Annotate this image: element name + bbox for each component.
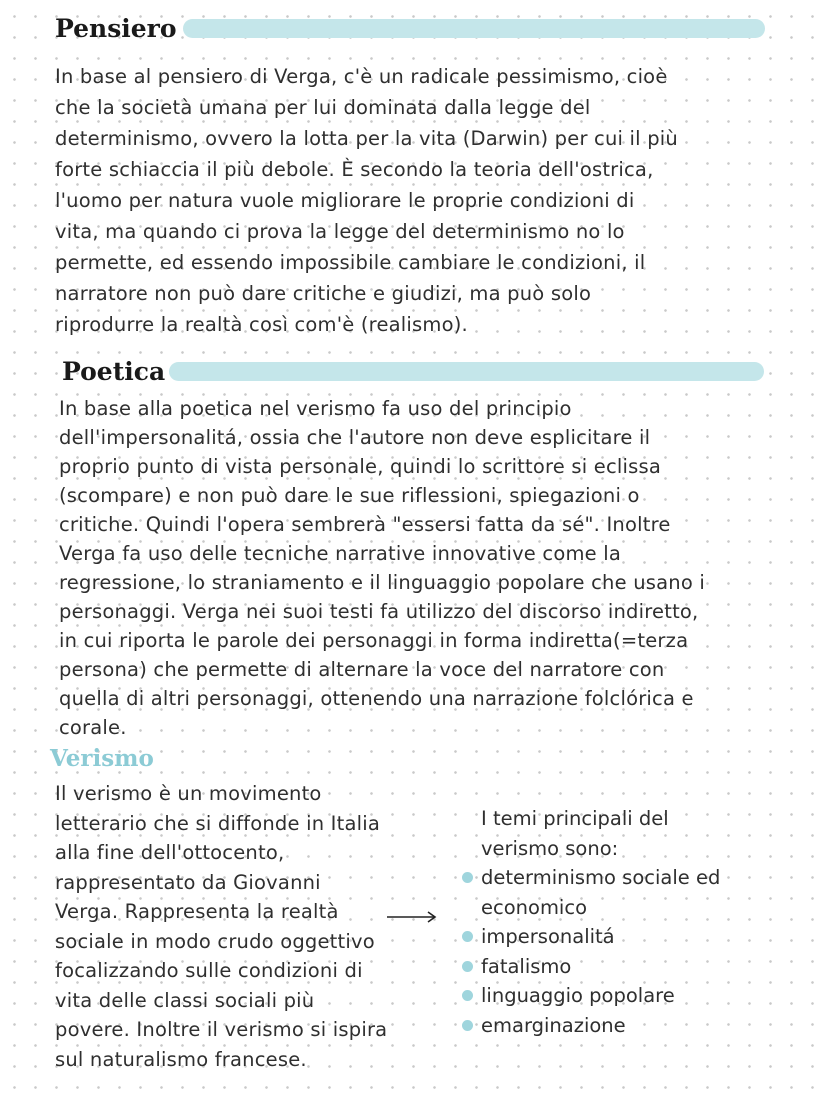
pensiero-line: In base al pensiero di Verga, c'è un radicale pessimismo, cioè [55, 65, 668, 88]
theme-item [462, 922, 720, 952]
verismo-themes [462, 804, 720, 1040]
theme-label: impersonalitá [481, 925, 615, 948]
pensiero-line: che la società umana per lui dominata dalla legge del [55, 96, 591, 119]
pensiero-line: riprodurre la realtà così com'è (realismo). [55, 313, 468, 336]
bullet-dot-icon [462, 1020, 473, 1031]
poetica-line: personaggi. Verga nei suoi testi fa utilizzo del discorso indiretto, [59, 600, 699, 623]
poetica-line: corale. [59, 716, 127, 739]
poetica-highlight-bar [169, 362, 764, 381]
pensiero-title: Pensiero [55, 14, 177, 43]
verismo-line: sociale in modo crudo oggettivo [55, 929, 375, 953]
verismo-line: letterario che si diffonde in Italia [55, 811, 380, 835]
theme-label: determinismo sociale ed [481, 866, 721, 889]
poetica-title: Poetica [62, 357, 166, 386]
poetica-line: regressione, lo straniamento e il linguaggio popolare che usano i [59, 571, 705, 594]
verismo-line: vita delle classi sociali più [55, 988, 315, 1012]
verismo-line: Il verismo è un movimento [55, 782, 322, 805]
pensiero-line: permette, ed essendo impossibile cambiare le condizioni, il [55, 251, 646, 274]
bullet-dot-icon [462, 931, 473, 942]
theme-item [462, 952, 720, 982]
bullet-dot-icon [462, 872, 473, 883]
arrow-icon [386, 910, 438, 924]
poetica-line: dell'impersonalitá, ossia che l'autore non deve esplicitare il [59, 426, 651, 449]
verismo-title: Verismo [50, 745, 154, 772]
verismo-line: alla fine dell'ottocento, [55, 841, 285, 864]
verismo-line: povere. Inoltre il verismo si ispira [55, 1018, 388, 1041]
themes-intro-line: I temi principali del [481, 807, 669, 830]
bullet-dot-icon [462, 990, 473, 1001]
verismo-line: Verga. Rappresenta la realtà [55, 900, 339, 923]
themes-list [462, 863, 720, 1040]
verismo-line: focalizzando sulle condizioni di [55, 959, 363, 982]
verismo-line: sul naturalismo francese. [55, 1047, 307, 1071]
poetica-line: Verga fa uso delle tecniche narrative innovative come la [59, 542, 622, 565]
poetica-line: In base alla poetica nel verismo fa uso del principio [59, 397, 572, 420]
pensiero-line: vita, ma quando ci prova la legge del determinismo no lo [55, 220, 625, 243]
pensiero-paragraph [55, 61, 678, 340]
theme-item [462, 863, 720, 893]
themes-intro-line: verismo sono: [481, 836, 619, 860]
pensiero-line: determinismo, ovvero la lotta per la vita (Darwin) per cui il più [55, 127, 678, 150]
theme-item [462, 981, 720, 1011]
pensiero-highlight-bar [183, 19, 765, 38]
theme-label: linguaggio popolare [481, 984, 675, 1007]
poetica-heading-row [62, 357, 764, 386]
pensiero-line: narratore non può dare critiche e giudizi, ma può solo [55, 282, 592, 305]
theme-label: fatalismo [481, 954, 572, 978]
poetica-line: in cui riporta le parole dei personaggi in forma indiretta(=terza [59, 629, 689, 652]
poetica-line: (scompare) e non può dare le sue riflessioni, spiegazioni o [59, 484, 640, 507]
poetica-paragraph [59, 394, 705, 742]
bullet-dot-icon [462, 961, 473, 972]
poetica-line: critiche. Quindi l'opera sembrerà "essersi fatta da sé". Inoltre [59, 513, 671, 536]
poetica-line: proprio punto di vista personale, quindi lo scrittore si eclissa [59, 455, 661, 478]
theme-label-continuation: economico [481, 895, 588, 919]
pensiero-line: forte schiaccia il più debole. È secondo la teoria dell'ostrica, [55, 158, 654, 181]
pensiero-heading-row [55, 14, 765, 43]
poetica-line: quella di altri personaggi, ottenendo una narrazione folclórica e [59, 687, 694, 710]
verismo-line: rappresentato da Giovanni [55, 870, 321, 894]
poetica-line: persona) che permette di alternare la voce del narratore con [59, 658, 665, 681]
theme-label: emarginazione [481, 1013, 626, 1037]
theme-item [462, 1011, 720, 1041]
verismo-paragraph [55, 779, 387, 1074]
pensiero-line: l'uomo per natura vuole migliorare le proprie condizioni di [55, 189, 635, 212]
